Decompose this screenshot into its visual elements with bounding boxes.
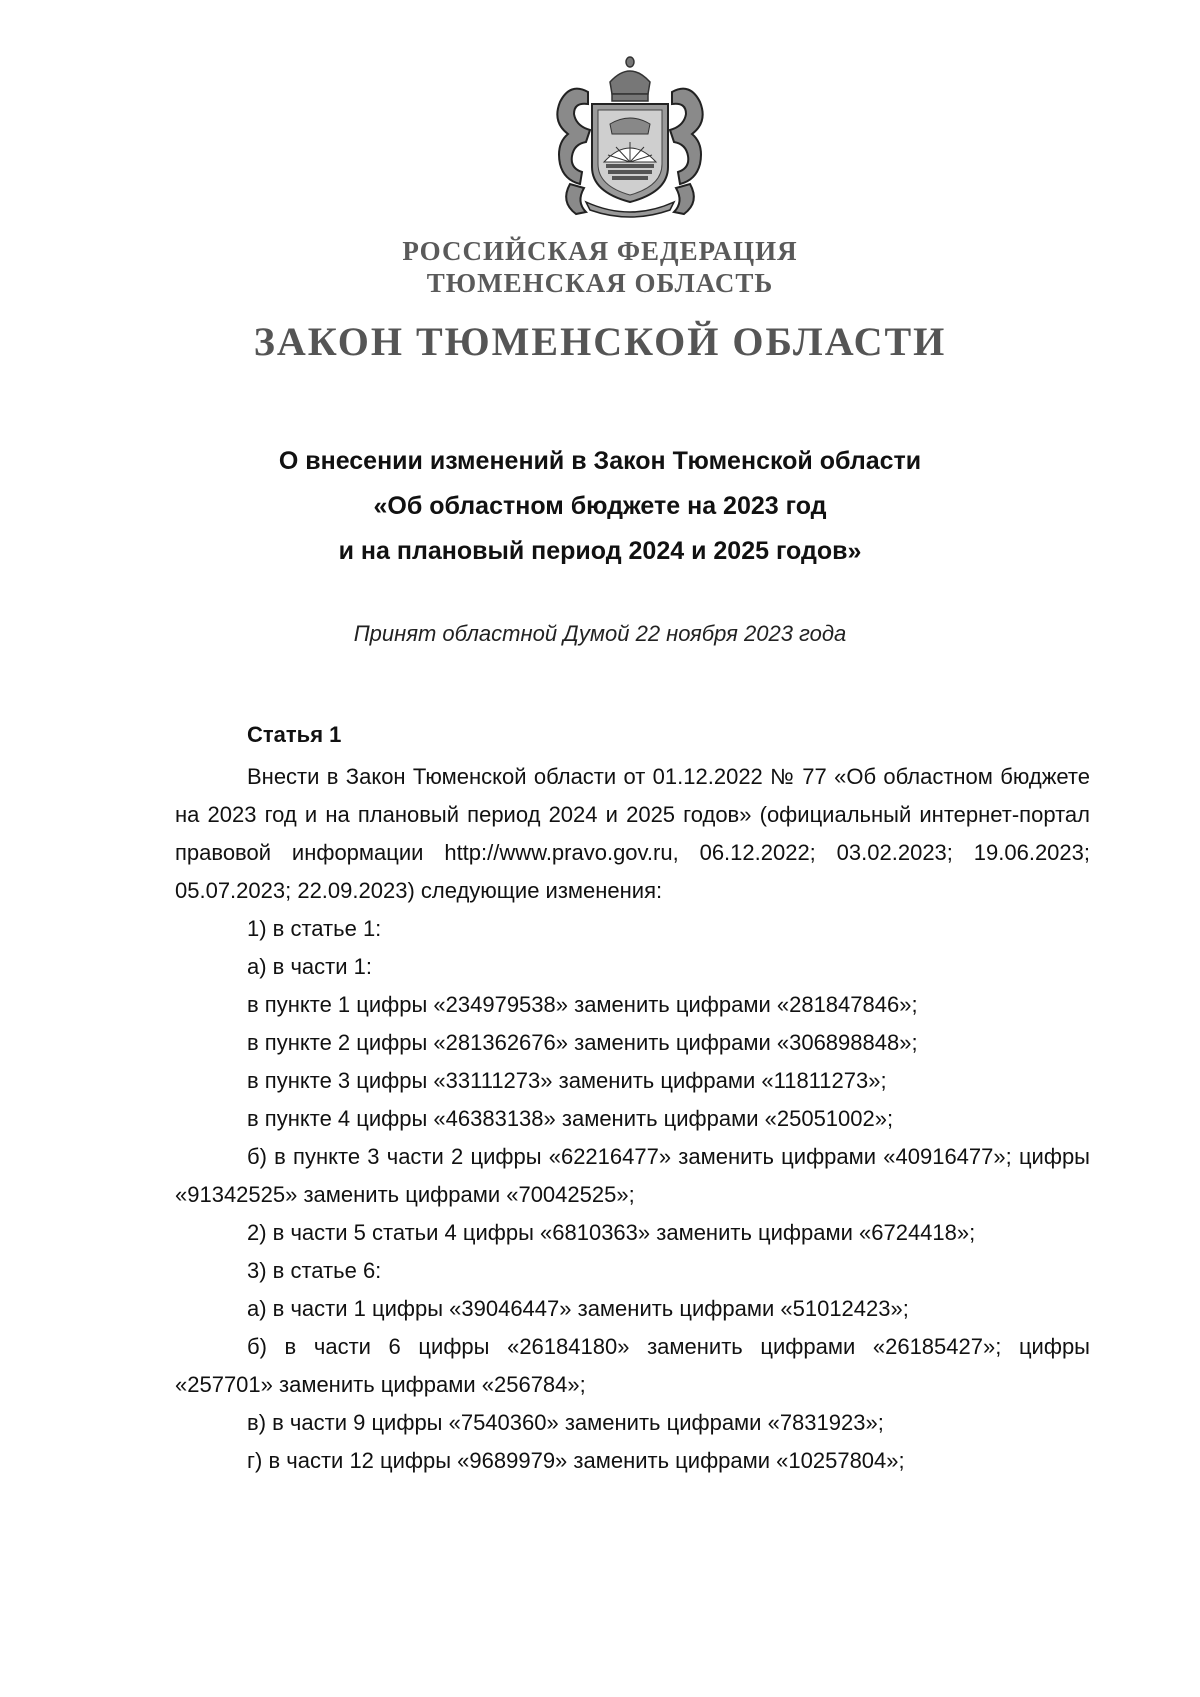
law-title-line-3: и на плановый период 2024 и 2025 годов» <box>338 537 862 565</box>
list-item: в пункте 4 цифры «46383138» заменить цифрами «25051002»; <box>247 1106 894 1131</box>
article-heading: Статья 1 <box>247 722 342 747</box>
document-type-heading: ЗАКОН ТЮМЕНСКОЙ ОБЛАСТИ <box>253 319 947 364</box>
law-title-line-2: «Об областном бюджете на 2023 год <box>373 492 827 520</box>
list-item: б) в части 6 цифры «26184180» заменить цифрами «26185427»; цифры «257701» заменить цифрами «256784»; <box>175 1334 1090 1397</box>
article-intro: Внести в Закон Тюменской области от 01.12.2022 № 77 «Об областном бюджете на 2023 год и на плановый период 2024 и 2025 годов» (официальный интернет-портал правовой информации http://www.pravo.gov.ru, 06.12.2022; 03.02.2023; 19.06.2023; 05.07.2023; 22.09.2023) следующие изменения: <box>175 764 1090 903</box>
list-item: в пункте 1 цифры «234979538» заменить цифрами «281847846»; <box>247 992 918 1017</box>
region-heading: ТЮМЕНСКАЯ ОБЛАСТЬ <box>426 268 774 298</box>
adoption-note: Принят областной Думой 22 ноября 2023 года <box>353 621 847 646</box>
list-item: г) в части 12 цифры «9689979» заменить цифрами «10257804»; <box>247 1448 905 1473</box>
list-item: в пункте 3 цифры «33111273» заменить цифрами «11811273»; <box>247 1068 887 1093</box>
list-item: а) в части 1: <box>247 954 372 979</box>
list-item: в) в части 9 цифры «7540360» заменить цифрами «7831923»; <box>247 1410 884 1435</box>
list-item: б) в пункте 3 части 2 цифры «62216477» заменить цифрами «40916477»; цифры «91342525» заменить цифрами «70042525»; <box>175 1144 1090 1207</box>
country-heading: РОССИЙСКАЯ ФЕДЕРАЦИЯ <box>402 236 798 266</box>
coat-of-arms-emblem <box>530 52 730 222</box>
list-item: а) в части 1 цифры «39046447» заменить цифрами «51012423»; <box>247 1296 909 1321</box>
law-title-line-1: О внесении изменений в Закон Тюменской области <box>278 447 922 475</box>
list-item: 3) в статье 6: <box>247 1258 382 1283</box>
list-item: 1) в статье 1: <box>247 916 382 941</box>
list-item: в пункте 2 цифры «281362676» заменить цифрами «306898848»; <box>247 1030 918 1055</box>
coat-of-arms-icon <box>530 52 730 222</box>
list-item: 2) в части 5 статьи 4 цифры «6810363» заменить цифрами «6724418»; <box>247 1220 976 1245</box>
article-body <box>175 716 1090 1480</box>
